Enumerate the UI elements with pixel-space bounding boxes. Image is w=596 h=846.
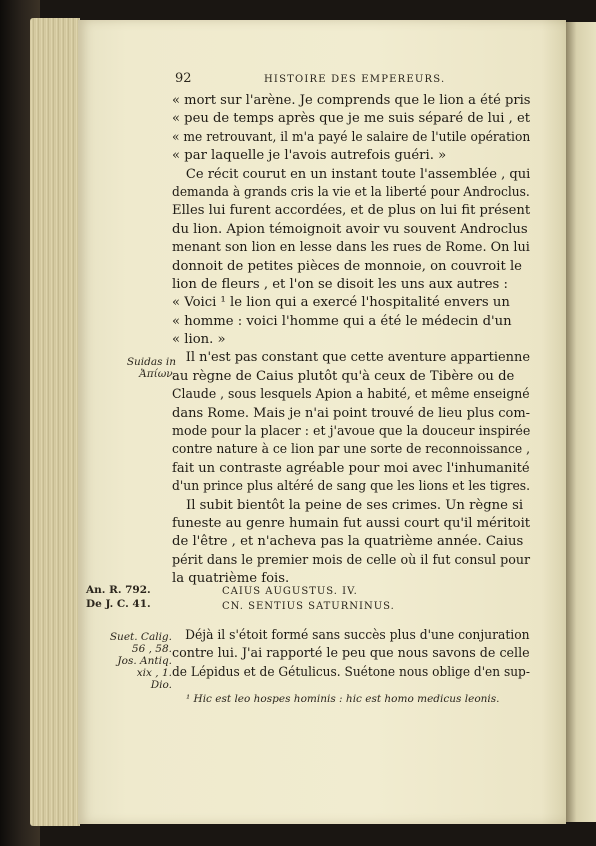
margin-note-line: Ἀπίων.: [139, 368, 176, 380]
text-line: dans Rome. Mais je n'ai point trouvé de lieu plus com-: [172, 405, 531, 421]
page-number: 92: [175, 71, 192, 86]
margin-note-line: xix , 1.: [136, 667, 172, 679]
footnote: ¹ Hic est leo hospes hominis : hic est homo medicus leonis.: [186, 693, 500, 705]
text-line: de l'être , et n'acheva pas la quatrième année. Caius: [172, 534, 524, 550]
running-title: HISTOIRE DES EMPEREURS.: [264, 74, 446, 85]
margin-note-line: Jos. Antiq.: [117, 655, 172, 667]
text-line: d'un prince plus altéré de sang que les lions et les tigres.: [172, 479, 531, 495]
margin-date: [86, 583, 174, 611]
text-line: périt dans le premier mois de celle où il fut consul pour: [172, 552, 531, 568]
text-line: menant son lion en lesse dans les rues de Rome. On lui: [172, 240, 530, 256]
consuls-heading: [222, 584, 522, 614]
text-line: Il subit bientôt la peine de ses crimes. Un règne si: [186, 497, 524, 513]
margin-note-line: Suidas in: [126, 356, 176, 368]
text-line: Elles lui furent accordées, et de plus on lui fit présent: [172, 203, 531, 219]
margin-note-line: Dio.: [150, 679, 172, 691]
text-line: contre lui. J'ai rapporté le peu que nous savons de celle: [172, 646, 530, 662]
text-line: « homme : voici l'homme qui a été le médecin d'un: [172, 313, 512, 329]
consul-line-1: CAIUS AUGUSTUS. IV.: [222, 586, 358, 597]
text-line: Il n'est pas constant que cette aventure appartienne: [185, 350, 531, 366]
text-line: « mort sur l'arène. Je comprends que le lion a été pris: [172, 93, 531, 108]
consul-line-2: CN. SENTIUS SATURNINUS.: [222, 601, 395, 612]
text-line: donnoit de petites pièces de monnoie, on couvroit le: [172, 258, 522, 274]
date-anno-domini: De J. C. 41.: [86, 598, 151, 610]
text-line: « peu de temps après que je me suis séparé de lui , et: [172, 111, 531, 127]
margin-note-line: Suet. Calig.: [109, 631, 172, 643]
text-line: contre nature à ce lion par une sorte de reconnoissance ,: [172, 442, 531, 458]
text-line: « lion. »: [172, 332, 226, 348]
margin-note-suidas: [94, 356, 176, 380]
margin-note-refs: [92, 631, 172, 691]
text-line: « par laquelle je l'avois autrefois guéri. »: [172, 148, 447, 164]
text-line: la quatrième fois.: [172, 571, 290, 587]
text-line: mode pour la placer : et j'avoue que la douceur inspirée: [172, 424, 531, 440]
text-line: Claude , sous lesquels Apion a habité, et même enseigné: [172, 387, 530, 403]
text-line: Ce récit courut en un instant toute l'assemblée , qui: [185, 166, 531, 182]
facing-page-edge: [566, 22, 596, 822]
text-line: lion de fleurs , et l'on se disoit les uns aux autres :: [172, 276, 508, 292]
text-line: funeste au genre humain fut aussi court qu'il méritoit: [172, 515, 531, 531]
text-line: « me retrouvant, il m'a payé le salaire de l'utile opération: [172, 129, 531, 145]
text-line: « Voici ¹ le lion qui a exercé l'hospitalité envers un: [172, 295, 510, 311]
page-edges: [30, 18, 80, 826]
text-line: du lion. Apion témoignoit avoir vu souvent Androclus: [172, 221, 528, 237]
text-line: fait un contraste agréable pour moi avec l'inhumanité: [172, 460, 530, 476]
running-header: [172, 73, 528, 89]
text-line: de Lépidus et de Gétulicus. Suétone nous oblige d'en sup-: [172, 664, 530, 680]
main-text-bottom: [172, 627, 530, 682]
date-anno-romae: An. R. 792.: [86, 584, 151, 596]
margin-note-line: 56 , 58.: [131, 643, 172, 655]
text-line: au règne de Caius plutôt qu'à ceux de Tibère ou de: [172, 368, 515, 384]
main-text-top: [172, 92, 530, 589]
text-line: Déjà il s'étoit formé sans succès plus d'une conjuration: [185, 628, 530, 643]
text-line: demanda à grands cris la vie et la liberté pour Androclus.: [172, 184, 530, 200]
